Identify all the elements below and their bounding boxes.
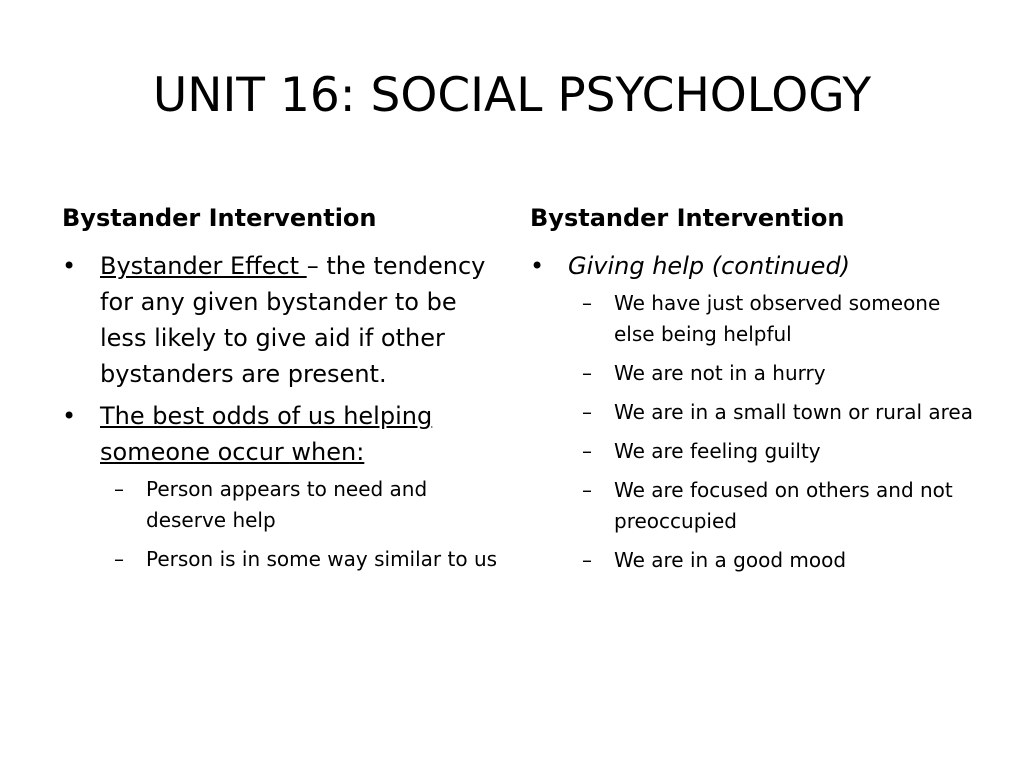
dash-icon: – [582,400,592,424]
left-sub-list [100,474,502,575]
dash-icon: – [582,291,592,315]
right-column [530,198,980,584]
term-bystander-effect: Bystander Effect [100,252,307,280]
dash-icon: – [582,548,592,572]
left-sub-item [100,544,502,575]
sub-item-text: We are in a good mood [614,548,847,572]
sub-item-text: We are focused on others and not preoccupied [614,478,953,533]
right-sub-item [568,358,980,389]
left-bullet-list [62,248,502,575]
right-bullet-list [530,248,980,576]
dash-icon: – [582,478,592,502]
dash-icon: – [582,439,592,463]
sub-item-text: We are in a small town or rural area [614,400,973,424]
left-sub-item [100,474,502,536]
definition-text: – the tendency for any given bystander to be less likely to give aid if other bystanders are present. [100,252,486,388]
giving-help-text: Giving help (continued) [568,252,851,280]
right-heading: Bystander Intervention [530,204,845,232]
sub-item-text: We are feeling guilty [614,439,821,463]
dash-icon: – [582,361,592,385]
dash-icon: – [114,477,124,501]
bullet-icon: • [62,402,77,430]
slide-title: UNIT 16: SOCIAL PSYCHOLOGY [152,68,872,123]
sub-item-text: We have just observed someone else being helpful [614,291,941,346]
bullet-icon: • [62,252,77,280]
left-bullet-item [62,398,502,575]
right-sub-item [568,545,980,576]
right-sub-item [568,397,980,428]
bullet-icon: • [530,252,545,280]
best-odds-text: The best odds of us helping someone occur when: [100,402,433,466]
right-sub-item [568,475,980,537]
sub-item-text: Person is in some way similar to us [146,547,498,571]
left-column [62,198,502,583]
left-bullet-item [62,248,502,392]
right-sub-item [568,436,980,467]
sub-item-text: We are not in a hurry [614,361,826,385]
dash-icon: – [114,547,124,571]
right-sub-list [568,288,980,576]
left-heading: Bystander Intervention [62,204,377,232]
right-sub-item [568,288,980,350]
sub-item-text: Person appears to need and deserve help [146,477,428,532]
right-bullet-item [530,248,980,576]
